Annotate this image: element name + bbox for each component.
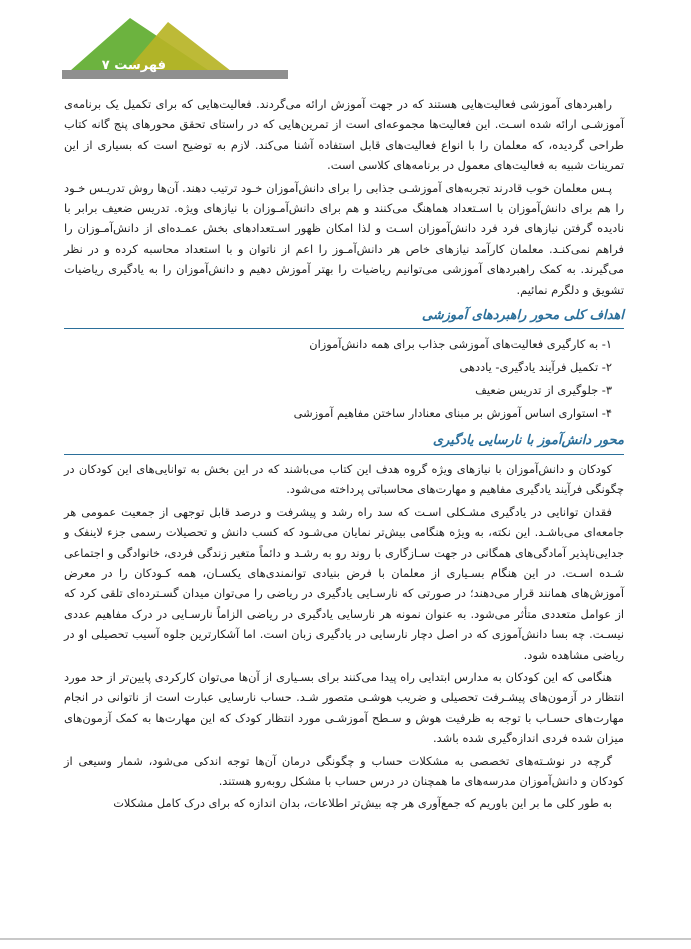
body-paragraph: هنگامی که این کودکان به مدارس ابتدایی راه پیدا می‌کنند برای بسـیاری از آن‌ها می‌توان کارکردی پایین‌تر از حد مورد انتظار در آزمون‌های پیشـرفت تحصیلی و ضریب هوشـی متصور شـد. حساب نارسایی عبارت است از ناتوانی در انجام مهارت‌های حسـاب با توجه به ظرفیت هوش و سـطح آموزشـی مورد انتظار کودک که این مهارت‌ها به کمک آزمون‌های میزان شده فردی اندازه‌گیری شده باشد. (64, 669, 624, 746)
goal-item: ۳- جلوگیری از تدریس ضعیف (475, 383, 612, 398)
goals-list (64, 333, 624, 425)
intro-paragraph-2: پـس معلمان خوب قادرند تجربه‌های آموزشـی جذابی را برای دانش‌آموزان خـود ترتیب دهند. آن‌ها روش تدریـس خـود را هم برای دانش‌آموزان با اسـتعداد هماهنگ می‌کنند و هم برای دانش‌آمـوزان با نیازهای ویژه. تدریس ضعیف برابر با نادیده گرفتن نیازهای فرد فرد دانش‌آموزان اسـت و لذا امکان ظهور اسـتعدادهای بخش عمـده‌ای از دانش‌آمـوزان را فراهم نمی‌کنـد. معلمان کارآمد نیازهای خاص هر دانش‌آمـوز را اعم از ناتوان و با استعداد محاسبه کرده و در نظر می‌گیرند. به کمک راهبردهای آموزشی می‌توانیم ریاضیات را بهتر آموزش دهیم و دانش‌آموزان را به یادگیری ریاضیات تشویق و دلگرم نمائیم. (64, 180, 624, 297)
goal-item: ۴- استواری اساس آموزش بر مبنای معنادار ساختن مفاهیم آموزشی (293, 406, 612, 421)
page-content (64, 94, 624, 816)
header-decoration (0, 0, 691, 90)
section-title-learning-disability: محور دانش‌آموز با نارسایی یادگیری (64, 431, 624, 454)
goal-item: ۲- تکمیل فرآیند یادگیری- یاددهی (459, 360, 612, 375)
goal-item: ۱- به کارگیری فعالیت‌های آموزشی جذاب برای همه دانش‌آموزان (309, 337, 612, 352)
body-paragraph: گرچه در نوشـته‌های تخصصی به مشکلات حساب و چگونگی درمان آن‌ها توجه اندکی می‌شود، شمار وسیعی از کودکان و دانش‌آموزان مدرسه‌های ما همچنان در درس حساب با مشکل روبه‌رو هستند. (64, 753, 624, 788)
body-paragraph: کودکان و دانش‌آموزان با نیازهای ویژه گروه هدف این کتاب می‌باشند که در این بخش به توانایی‌های این کودکان در چگونگی فرآیند یادگیری مفاهیم و مهارت‌های محاسباتی پرداخته می‌شود. (64, 461, 624, 497)
body-paragraph: به طور کلی ما بر این باوریم که جمع‌آوری هر چه بیش‌تر اطلاعات، بدان اندازه که برای درک کامل مشکلات (113, 796, 612, 811)
intro-paragraph-1: راهبردهای آموزشی فعالیت‌هایی هستند که در جهت آموزش ارائه می‌گردند. فعالیت‌هایی که برای تکمیل یک برنامه‌ی آموزشـی ارائه شده اسـت. این فعالیت‌ها مجموعه‌ای است از تمرین‌هایی که در راستای تحقق محورهای پنج گانه کتاب طراحی گردیده، که معلمان را با انواع فعالیت‌های قابل استفاده آشنا می‌کند. لازم به توضیح است که بسیاری از این تمرینات شبیه به فعالیت‌های معمول در برنامه‌های کلاسی است. (64, 97, 624, 173)
page-label: فهرست ۷ (101, 58, 166, 73)
section-title-teaching-strategies: اهداف کلی محور راهبردهای آموزشی (64, 306, 624, 329)
body-paragraph: فقدان توانایی در یادگیری مشـکلی اسـت که سد راه رشد و پیشرفت و درصد قابل توجهی از جمعیت عمومی هر جامعه‌ای می‌باشـد. این نکته، به ویژه هنگامی بیش‌تر نمایان می‌شـود که کسب دانش و تحصیلات رسمی جزء لاینفک و جدایی‌ناپذیر آمادگی‌های همگانی در جهت سـازگاری با روند رو به رشـد و دائماً متغیر زندگی فردی، خانوادگی و اجتماعی شـده اسـت. در این هنگام بسـیاری از معلمان با فرض بنیادی توانمندی‌های یکسـان، همه کـودکان را در معرض آموزش‌های همانند قرار می‌دهند؛ در صورتی که نارسـایی یادگیری در ریاضی را می‌توان میدان گسـترده‌ای تلقی کرد که از عوامل متعددی متأثر می‌شود. به عنوان نمونه هر نارسایی یادگیری در ریاضی الزاماً نارسـایی در درک مفاهیم عددی نیسـت. چه بسا دانش‌آموزی که در اصل دچار نارسایی در یادگیری زبان است. اما آشکارترین جلوه آسیب تحصیلی او در ریاضی مشاهده شود. (64, 504, 624, 662)
footer-divider (0, 938, 691, 940)
page-header (0, 0, 691, 90)
